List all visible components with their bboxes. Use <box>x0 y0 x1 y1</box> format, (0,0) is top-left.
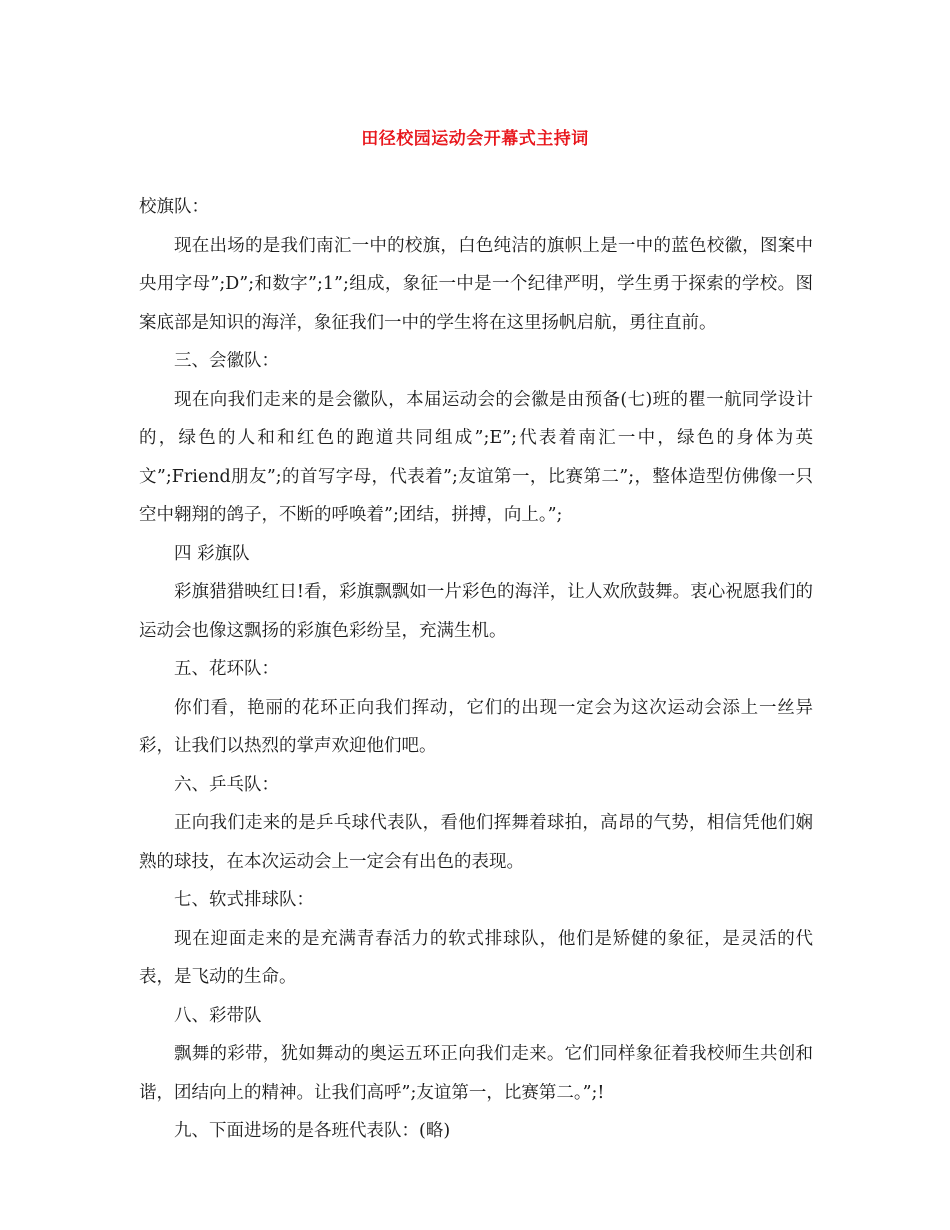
paragraph: 飘舞的彩带，犹如舞动的奥运五环正向我们走来。它们同样象征着我校师生共创和谐，团结向上的精神。让我们高呼”;友谊第一，比赛第二。”;! <box>139 1044 813 1103</box>
paragraph: 现在迎面走来的是充满青春活力的软式排球队，他们是矫健的象征，是灵活的代表，是飞动的生命。 <box>139 928 813 987</box>
paragraph: 九、下面进场的是各班代表队：(略) <box>174 1121 451 1141</box>
document-title: 田径校园运动会开幕式主持词 <box>361 129 589 149</box>
paragraph: 三、会徽队： <box>174 351 279 371</box>
paragraph: 六、乒乓队： <box>174 774 279 795</box>
paragraph: 七、软式排球队： <box>174 890 314 910</box>
paragraph: 现在向我们走来的是会徽队，本届运动会的会徽是由预备(七)班的瞿一航同学设计的，绿色的人和和红色的跑道共同组成”;E”;代表着南汇一中，绿色的身体为英文”;Friend朋友”;的首写字母，代表着”;友谊第一，比赛第二”;，整体造型仿佛像一只空中翱翔的鸽子，不断的呼唤着”;团结，拼搏，向上。”; <box>139 389 813 525</box>
paragraph: 八、彩带队 <box>174 1005 262 1026</box>
paragraph: 五、花环队： <box>174 659 279 679</box>
paragraph: 四 彩旗队 <box>174 543 250 564</box>
paragraph: 你们看，艳丽的花环正向我们挥动，它们的出现一定会为这次运动会添上一丝异彩，让我们以热烈的掌声欢迎他们吧。 <box>139 697 813 756</box>
paragraph: 彩旗猎猎映红日!看，彩旗飘飘如一片彩色的海洋，让人欢欣鼓舞。衷心祝愿我们的运动会也像这飘扬的彩旗色彩纷呈，充满生机。 <box>139 582 813 641</box>
paragraph: 现在出场的是我们南汇一中的校旗，白色纯洁的旗帜上是一中的蓝色校徽，图案中央用字母”;D”;和数字”;1”;组成，象征一中是一个纪律严明，学生勇于探索的学校。图案底部是知识的海洋，象征我们一中的学生将在这里扬帆启航，勇往直前。 <box>139 235 813 333</box>
paragraph: 正向我们走来的是乒乓球代表队，看他们挥舞着球拍，高昂的气势，相信凭他们娴熟的球技，在本次运动会上一定会有出色的表现。 <box>139 813 813 872</box>
paragraph: 校旗队： <box>139 197 209 217</box>
document-body <box>139 188 813 1151</box>
